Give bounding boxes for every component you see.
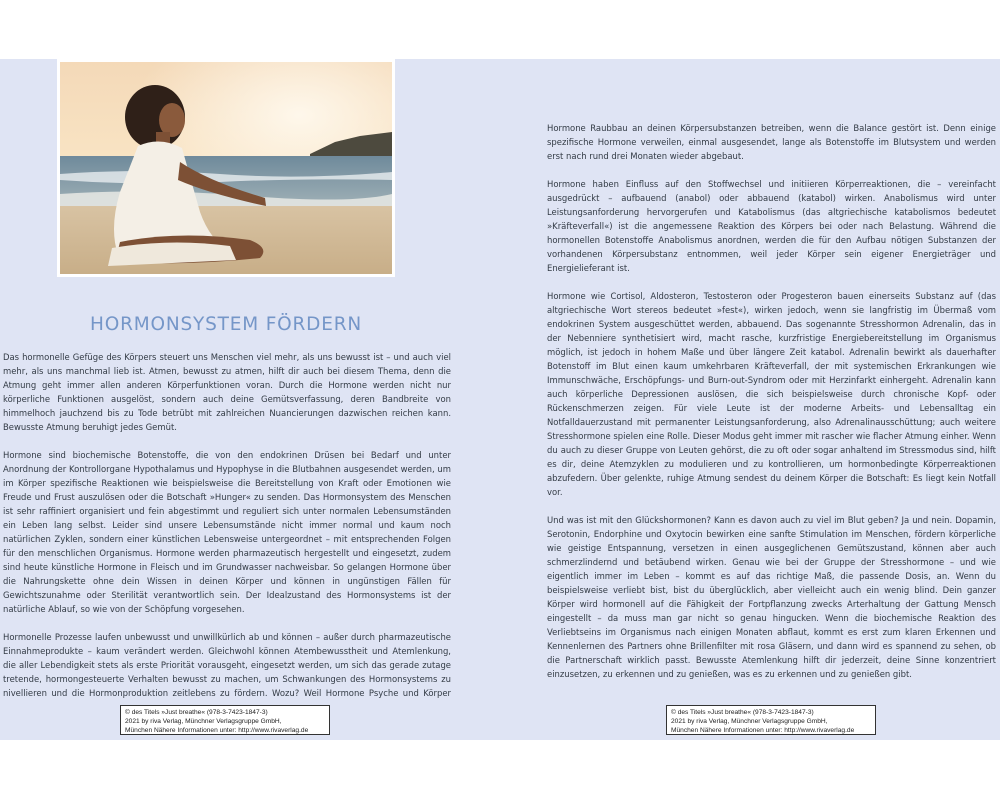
- body-paragraph: Hormone haben Einfluss auf den Stoffwechsel und initiieren Körperreaktionen, die – vereinfacht ausgedrückt – aufbauend (anabol) oder abbauend (katabol) wirken. Anabolismus wird unter Leistungsanforderung hervorgerufen und Katabolismus (das altgriechische katabolismos bedeutet »Kräfteverfall«) ist die angemessene Reaktion des Körpers bei oder nach Belastung. Während die hormonellen Botenstoffe Anabolismus anordnen, werden die für den Aufbau nötigen Substanzen der vorhandenen Körpersubstanz entnommen, weil jeder Körper sein eigener Energieträger und Energielieferant ist.: [547, 179, 996, 273]
- body-paragraph: Hormone sind biochemische Botenstoffe, die von den endokrinen Drüsen bei Bedarf und unter Anordnung der Kontrollorgane Hypothalamus und Hypophyse in die Blutbahnen ausgesendet werden, um im Körper spezifische Reaktionen wie beispielsweise die Bereitstellung von Kraft oder Emotionen wie Freude und Frust auszulösen oder die Botschaft »Hunger« zu senden. Das Hormonsystem des Menschen ist sehr raffiniert organisiert und fein abgestimmt und reguliert sich unter normalen Lebensumständen ein Leben lang selbst. Leider sind unsere Lebensumstände nicht immer normal und kaum noch natürlichen Zyklen, sondern einer künstlichen Lebensweise untergeordnet – mit entsprechenden Folgen für den menschlichen Organismus. Hormone werden pharmazeutisch hergestellt und eingesetzt, zudem sind heute künstliche Hormone in Fleisch und im Grundwasser nachweisbar. So gelangen Hormone über die Nahrungskette ohne dein Wissen in deinen Körper und können in ungünstigen Fällen für Gewichtszunahme oder Sterilität verantwortlich sein. Der Idealzustand des Hormonsystems ist der natürliche Ablauf, so wie von der Schöpfung vorgesehen.: [3, 450, 451, 614]
- copyright-line: München Nähere Informationen unter: http://www.rivaverlag.de: [671, 727, 855, 734]
- body-paragraph: Und was ist mit den Glückshormonen? Kann es davon auch zu viel im Blut geben? Ja und nein. Dopamin, Serotonin, Endorphine und Oxytocin bewirken eine sanfte Stimulation im Menschen, fördern körperliche wie geistige Entspannung, versetzen in einen ausgeglichenen Gemütszustand, können aber auch schmerzlindernd und betäubend wirken. Genau wie bei der Gruppe der Stresshormone – und wie eigentlich immer im Leben – kommt es auf das richtige Maß, die passende Dosis, an. Wenn du beispielsweise verliebt bist, bist du überglücklich, aber vielleicht auch ein wenig blind. Dein ganzer Körper wird hormonell auf die Fähigkeit der Fortpflanzung zwecks Arterhaltung der Gattung Mensch eingestellt – da muss man gar nicht so genau hingucken. Wenn die biochemische Reaktion des Verliebtseins im Organismus nach einigen Monaten abflaut, kommt es erst zum klaren Erkennen und Kennenlernen des Partners ohne Brillenfilter mit rosa Gläsern, und dann wird es spannend zu sehen, ob die Partnerschaft wirklich passt. Bewusste Atemlenkung hilft dir jederzeit, deine Sinne konzentriert einzusetzen, zu erkennen und zu genießen, was es zu erkennen und zu genießen gibt.: [547, 515, 996, 679]
- copyright-notice-left: [120, 705, 330, 735]
- right-page-body: [547, 121, 996, 681]
- left-page-body: [3, 350, 451, 698]
- page-title: HORMONSYSTEM FÖRDERN: [90, 314, 362, 335]
- meditation-photo: [57, 59, 395, 277]
- copyright-line: © des Titels »Just breathe« (978-3-7423-1847-3): [125, 709, 268, 716]
- copyright-line: München Nähere Informationen unter: http://www.rivaverlag.de: [125, 727, 309, 734]
- body-paragraph: Hormonelle Prozesse laufen unbewusst und unwillkürlich ab und können – außer durch pharmazeutische Einnahmeprodukte – kaum verändert werden. Gleichwohl können Atembewusstheit und Atemlenkung, die aller Lebendigkeit stets als erste Priorität vorausgeht, eingesetzt werden, um sich das gerade zutage tretende, hormongesteuerte Verhalten bewusst zu machen, um Schwankungen des Hormonsystems zu nivellieren und die Hormonproduktion zeitlebens zu fördern. Wozu? Weil Hormone Psyche und Körper: [3, 632, 451, 698]
- beach-meditation-image: [60, 62, 392, 274]
- copyright-line: 2021 by riva Verlag, Münchner Verlagsgruppe GmbH,: [125, 718, 282, 725]
- body-paragraph: Das hormonelle Gefüge des Körpers steuert uns Menschen viel mehr, als uns bewusst ist – und auch viel mehr, als uns manchmal lieb ist. Atmen, bewusst zu atmen, hilft dir auch bei diesem Thema, denn die Atmung geht immer allen anderen Körperfunktionen voran. Durch die Hormone werden nicht nur körperliche Funktionen ausgelöst, sondern auch deine Gemütsverfassung, deren Bandbreite von himmelhoch jauchzend bis zu Tode betrübt mit zahlreichen Nuancierungen dazwischen reichen kann. Bewusste Atmung beruhigt jedes Gemüt.: [3, 352, 451, 432]
- copyright-line: 2021 by riva Verlag, Münchner Verlagsgruppe GmbH,: [671, 718, 828, 725]
- copyright-notice-right: [666, 705, 876, 735]
- body-paragraph: Hormone Raubbau an deinen Körpersubstanzen betreiben, wenn die Balance gestört ist. Denn einige spezifische Hormone verweilen, einmal ausgesendet, lange als Botenstoffe im Blutsystem und werden erst nach rund drei Monaten wieder abgebaut.: [547, 123, 996, 161]
- copyright-line: © des Titels »Just breathe« (978-3-7423-1847-3): [671, 709, 814, 716]
- body-paragraph: Hormone wie Cortisol, Aldosteron, Testosteron oder Progesteron bauen einerseits Substanz auf (das altgriechische Wort stereos bedeutet »fest«), wirken jedoch, wenn sie langfristig im Übermaß vom endokrinen System ausgeschüttet werden, abbauend. Das sogenannte Stresshormon Adrenalin, das in der Nebenniere synthetisiert wird, macht rasche, kurzfristige Energiebereitstellung im Organismus möglich, ist jedoch in hohem Maße und über längere Zeit katabol. Adrenalin bewirkt als dauerhafter Botenstoff im Blut einen kaum umkehrbaren Kräfteverfall, der mit systemischen Erkrankungen wie Immunschwäche, Erschöpfungs- und Burn-out-Syndrom oder mit Herzinfarkt einhergeht. Adrenalin kann auch körperliche Depressionen auslösen, die sich beispielsweise durch chronische Kopf- oder Rückenschmerzen zeigen. Für viele Leute ist der moderne Arbeits- und Lebensalltag ein Notfalldauerzustand mit permanenter Leistungsanforderung, also Adrenalinausschüttung; auch weitere Stresshormone spielen eine Rolle. Dieser Modus geht immer mit rascher wie flacher Atmung einher. Wenn du auch zu dieser Gruppe von Leuten gehörst, die zu oft oder sogar anhaltend im Stressmodus sind, hilft es dir, deine Atemzyklen zu modulieren und zu kontrollieren, um hormonbedingte Körperreaktionen abzufedern. Über gelenkte, ruhige Atmung sendest du deinem Körper die Botschaft: Es liegt kein Notfall vor.: [547, 291, 996, 497]
